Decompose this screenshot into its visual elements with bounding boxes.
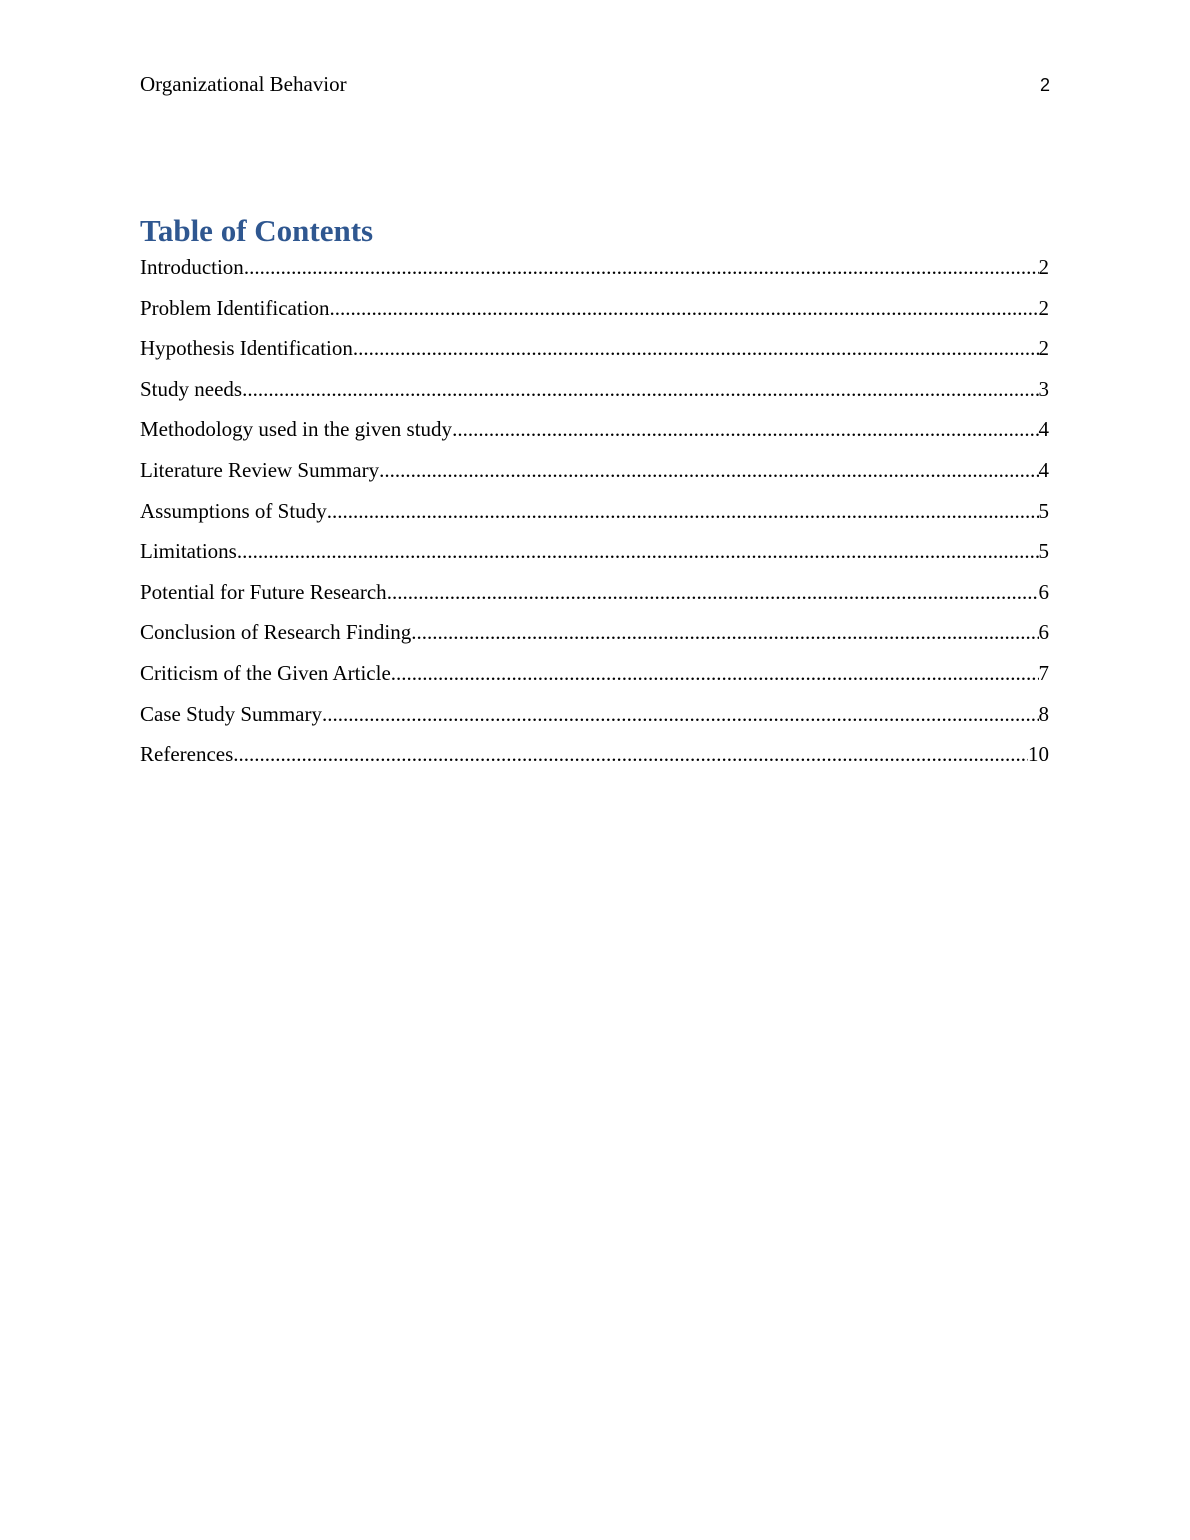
toc-entry-assumptions[interactable] [140, 497, 1049, 538]
toc-dot-leader [387, 578, 1039, 606]
toc-entry-page: 5 [1038, 498, 1049, 523]
toc-heading: Table of Contents [140, 213, 374, 248]
toc-entry-page: 4 [1038, 457, 1049, 482]
toc-entry-methodology[interactable] [140, 415, 1049, 456]
toc-entry-page: 5 [1038, 539, 1049, 564]
toc-dot-leader [452, 415, 1038, 443]
toc-entry-introduction[interactable] [140, 253, 1049, 294]
toc-dot-leader [327, 497, 1039, 525]
toc-entry-label: Study needs [140, 376, 243, 401]
running-head-title: Organizational Behavior [140, 72, 347, 96]
toc-entry-label: Problem Identification [140, 295, 330, 320]
toc-entry-label: Assumptions of Study [140, 498, 327, 523]
toc-dot-leader [233, 740, 1028, 768]
toc-entry-label: Methodology used in the given study [140, 417, 453, 442]
toc-dot-leader [379, 456, 1038, 484]
toc-entry-future-research[interactable] [140, 578, 1049, 619]
toc-dot-leader [244, 253, 1039, 281]
toc-entry-label: Literature Review Summary [140, 457, 380, 482]
toc-entry-study-needs[interactable] [140, 375, 1049, 416]
toc-entry-page: 2 [1038, 255, 1049, 279]
toc-entry-label: Conclusion of Research Finding [140, 620, 412, 645]
toc-entry-literature-review[interactable] [140, 456, 1049, 497]
toc-entry-page: 8 [1038, 701, 1049, 726]
toc-entry-label: Case Study Summary [140, 701, 322, 726]
toc-entry-page: 6 [1038, 620, 1049, 645]
toc-entry-label: References [140, 742, 234, 767]
toc-dot-leader [322, 700, 1039, 728]
table-of-contents [140, 253, 1049, 781]
toc-entry-page: 10 [1028, 742, 1049, 767]
toc-dot-leader [391, 659, 1039, 687]
toc-entry-hypothesis-identification[interactable] [140, 334, 1049, 375]
toc-entry-references[interactable] [140, 740, 1049, 781]
toc-dot-leader [411, 618, 1038, 646]
toc-entry-label: Potential for Future Research [140, 579, 387, 604]
toc-entry-label: Hypothesis Identification [140, 336, 353, 361]
toc-dot-leader [242, 375, 1038, 403]
toc-entry-limitations[interactable] [140, 537, 1049, 578]
toc-entry-page: 2 [1038, 295, 1049, 320]
page-number: 2 [1039, 75, 1050, 95]
page-header [140, 70, 1050, 98]
toc-entry-label: Criticism of the Given Article [140, 660, 391, 685]
toc-entry-criticism[interactable] [140, 659, 1049, 700]
toc-dot-leader [330, 294, 1039, 322]
toc-entry-page: 6 [1038, 579, 1049, 604]
toc-entry-label: Limitations [140, 539, 237, 564]
toc-entry-problem-identification[interactable] [140, 294, 1049, 335]
toc-entry-page: 3 [1038, 376, 1049, 401]
toc-entry-page: 2 [1038, 336, 1049, 361]
toc-entry-label: Introduction [140, 255, 244, 279]
toc-entry-case-study-summary[interactable] [140, 700, 1049, 741]
toc-dot-leader [237, 537, 1039, 565]
toc-entry-page: 4 [1038, 417, 1049, 442]
toc-entry-conclusion[interactable] [140, 618, 1049, 659]
toc-dot-leader [353, 334, 1039, 362]
toc-entry-page: 7 [1038, 660, 1049, 685]
